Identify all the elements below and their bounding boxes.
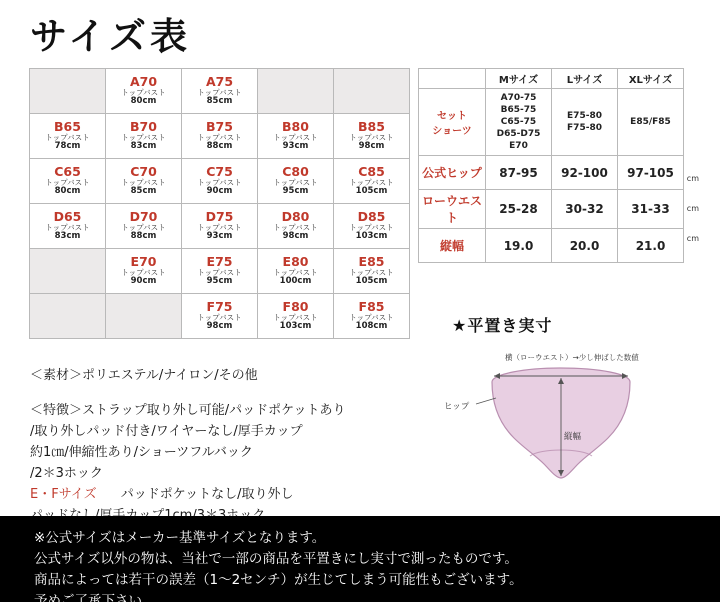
size-detail-value: 105cm [355,186,388,197]
size-code: B80 [282,118,309,134]
features-block [30,400,450,526]
size-detail-label: トップバスト [273,132,318,142]
cell-lowwaist-l: 30-32 [552,190,618,229]
column-header-xl: XLサイズ [618,69,684,89]
row-header-line1: セット [437,111,467,122]
size-detail-label: トップバスト [273,312,318,322]
notice-line-1: ※公式サイズはメーカー基準サイズとなります。 [34,530,326,546]
size-detail-label: トップバスト [349,312,394,322]
notice-banner [0,516,720,609]
size-detail-value: 80cm [54,186,81,197]
table-row [30,114,410,159]
table-row-lowwaist [419,190,684,229]
size-detail [182,179,257,197]
table-header-row [419,69,684,89]
size-code: B85 [358,118,385,134]
table-cell-empty [258,69,334,114]
size-detail [182,314,257,332]
notice-line-4: 予めご了承下さい。 [34,592,156,609]
size-detail [30,224,105,242]
size-code: F75 [206,298,233,314]
table-cell [182,159,258,204]
size-detail-label: トップバスト [273,177,318,187]
size-code: C75 [206,163,233,179]
size-detail-label: トップバスト [45,132,90,142]
table-cell [106,159,182,204]
row-header-set-shorts [419,89,486,156]
page-title: サイズ表 [30,15,192,58]
size-code: C65 [54,163,81,179]
size-detail-label: トップバスト [349,132,394,142]
table-row-hip [419,156,684,190]
size-detail [334,269,409,287]
size-detail-value: 90cm [206,186,233,197]
size-detail-value: 95cm [282,186,309,197]
cell-hip-l: 92-100 [552,156,618,190]
panty-spec-table-wrapper [418,68,699,263]
size-detail-value: 103cm [355,231,388,242]
unit-vertical: cm [686,234,699,243]
size-detail [30,134,105,152]
material-text: ＜素材＞ポリエステル/ナイロン/その他 [30,368,258,383]
table-cell [334,249,410,294]
size-detail-label: トップバスト [197,177,242,187]
size-detail-value: 103cm [279,321,312,332]
table-cell [334,159,410,204]
table-cell [106,204,182,249]
size-detail-label: トップバスト [273,267,318,277]
flat-measure-diagram [430,352,700,512]
unit-hip: cm [686,174,699,183]
table-cell-empty [334,69,410,114]
table-cell [30,159,106,204]
size-code: C85 [358,163,385,179]
size-detail-value: 80cm [130,96,157,107]
diagram-hip-label: ヒップ [444,402,470,412]
table-cell [106,69,182,114]
features-line-4: /2＊3ホック [30,466,103,482]
size-detail-label: トップバスト [197,312,242,322]
table-row [30,159,410,204]
size-detail-label: トップバスト [121,222,166,232]
size-detail [334,314,409,332]
size-detail-value: 98cm [358,141,385,152]
size-detail [106,179,181,197]
corner-cell [419,69,486,89]
size-detail-value: 98cm [282,231,309,242]
table-cell-empty [30,294,106,339]
size-code: F85 [358,298,385,314]
table-cell [258,114,334,159]
size-code: D75 [205,208,234,224]
size-code: A70 [129,73,158,89]
size-detail-value: 108cm [355,321,388,332]
size-detail [182,134,257,152]
size-detail-value: 85cm [206,96,233,107]
table-cell [334,114,410,159]
features-line-3: 約1㎝/伸縮性あり/ショーツフルバック [30,445,253,461]
size-detail [106,134,181,152]
size-detail-value: 88cm [130,231,157,242]
size-code: E70 [130,253,157,269]
table-row-set-shorts [419,89,684,156]
table-cell [30,114,106,159]
size-detail [258,314,333,332]
table-cell [258,294,334,339]
cell-hip-xl: 97-105 [618,156,684,190]
table-cell [30,204,106,249]
size-code: D65 [53,208,82,224]
size-detail-value: 90cm [130,276,157,287]
size-detail-value: 93cm [206,231,233,242]
size-detail [334,179,409,197]
size-detail-label: トップバスト [45,177,90,187]
size-detail-label: トップバスト [273,222,318,232]
size-detail-value: 83cm [54,231,81,242]
size-detail-label: トップバスト [349,222,394,232]
table-row [30,204,410,249]
cell-vertical-m: 19.0 [486,229,552,263]
size-detail-value: 93cm [282,141,309,152]
cell-set-xl [618,89,684,156]
cell-set-l-text: E75-80 F75-80 [567,110,602,133]
table-row [30,69,410,114]
table-cell [334,294,410,339]
size-code: B65 [54,118,81,134]
size-detail-label: トップバスト [197,267,242,277]
size-code: D70 [129,208,158,224]
size-code: C80 [282,163,309,179]
cell-set-xl-text: E85/F85 [630,116,671,127]
size-detail [30,179,105,197]
table-cell [182,249,258,294]
size-code: F80 [282,298,309,314]
size-detail-label: トップバスト [121,87,166,97]
size-detail [106,224,181,242]
table-cell [258,249,334,294]
size-detail [182,224,257,242]
table-cell [106,114,182,159]
notice-line-2: 公式サイズ以外の物は、当社で一部の商品を平置きにし実寸で測ったものです。 [34,550,518,567]
size-code: B75 [206,118,233,134]
features-line-5 [30,484,450,505]
size-detail [258,224,333,242]
size-detail-label: トップバスト [121,132,166,142]
size-code: E80 [282,253,309,269]
size-detail-label: トップバスト [349,267,394,277]
diagram-note: 横（ローウエスト）→少し伸ばした数値 [505,353,639,362]
flat-measure-title: ★平置き実寸 [452,316,553,335]
size-detail-value: 85cm [130,186,157,197]
size-detail-value: 98cm [206,321,233,332]
size-detail [258,134,333,152]
row-header-lowwaist: ローウエスト [419,190,486,229]
size-detail [182,269,257,287]
table-cell [182,294,258,339]
size-detail-label: トップバスト [197,132,242,142]
cell-set-m [486,89,552,156]
notice-line-3: 商品によっては若干の誤差（1〜2センチ）が生じてしまう可能性もございます。 [34,571,523,588]
table-cell-empty [106,294,182,339]
size-code: E85 [358,253,385,269]
column-header-m: Mサイズ [486,69,552,89]
size-detail [182,89,257,107]
size-code: E75 [206,253,233,269]
size-detail-value: 105cm [355,276,388,287]
features-ef-label: E・Fサイズ [30,487,97,503]
bra-size-table [29,68,410,339]
table-row [30,249,410,294]
size-code: A75 [205,73,234,89]
row-header-vertical: 縦幅 [419,229,486,263]
cell-lowwaist-xl: 31-33 [618,190,684,229]
size-code: D85 [357,208,386,224]
size-detail [258,269,333,287]
row-header-line2: ショーツ [432,126,472,137]
cell-vertical-l: 20.0 [552,229,618,263]
cell-set-m-text: A70-75 B65-75 C65-75 D65-D75 E70 [496,92,541,152]
panty-spec-table [418,68,684,263]
size-detail [334,224,409,242]
table-cell [258,159,334,204]
size-detail [334,134,409,152]
cell-hip-m: 87-95 [486,156,552,190]
size-detail-value: 83cm [130,141,157,152]
size-detail-value: 95cm [206,276,233,287]
size-detail-value: 88cm [206,141,233,152]
table-row [30,294,410,339]
size-detail-label: トップバスト [121,177,166,187]
size-detail [106,89,181,107]
unit-lowwaist: cm [686,204,699,213]
size-detail [106,269,181,287]
table-cell [106,249,182,294]
size-detail-label: トップバスト [197,222,242,232]
size-detail [258,179,333,197]
cell-lowwaist-m: 25-28 [486,190,552,229]
row-header-hip: 公式ヒップ [419,156,486,190]
diagram-vertical-label: 縦幅 [564,432,582,442]
features-line-1: ＜特徴＞ストラップ取り外し可能/パッドポケットあり [30,403,346,418]
size-detail-label: トップバスト [349,177,394,187]
size-code: D80 [281,208,310,224]
table-cell [258,204,334,249]
size-detail-label: トップバスト [197,87,242,97]
features-line-2: /取り外しパッド付き/ワイヤーなし/厚手カップ [30,424,303,440]
table-cell [182,114,258,159]
size-detail-label: トップバスト [45,222,90,232]
table-cell-empty [30,69,106,114]
table-cell-empty [30,249,106,294]
size-code: C70 [130,163,157,179]
size-detail-label: トップバスト [121,267,166,277]
table-cell [334,204,410,249]
cell-set-l [552,89,618,156]
size-detail-value: 78cm [54,141,81,152]
column-header-l: Lサイズ [552,69,618,89]
table-cell [182,69,258,114]
features-ef-text: パッドポケットなし/取り外し [120,487,294,503]
cell-vertical-xl: 21.0 [618,229,684,263]
table-row-vertical [419,229,684,263]
size-detail-value: 100cm [279,276,312,287]
size-code: B70 [130,118,157,134]
table-cell [182,204,258,249]
